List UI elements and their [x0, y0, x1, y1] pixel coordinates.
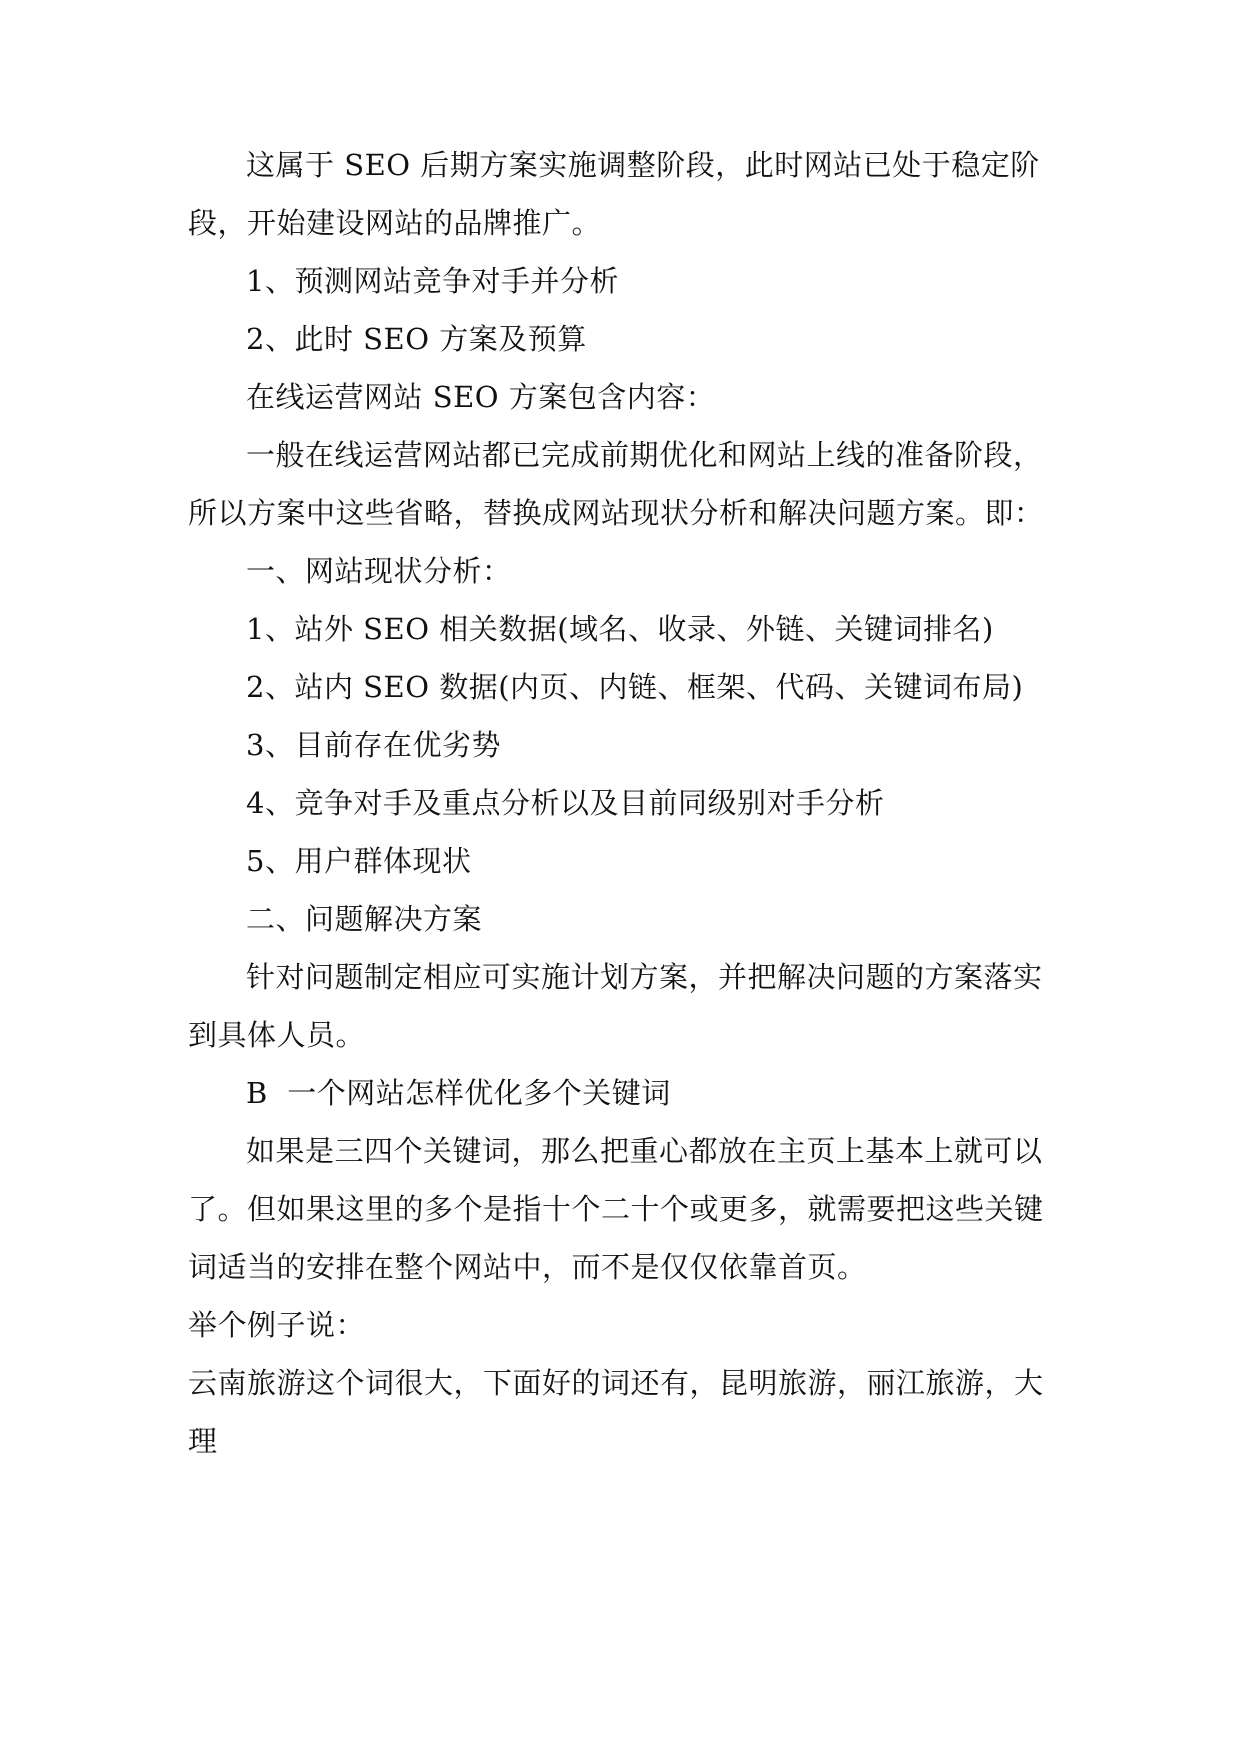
section-heading-solutions: 二、问题解决方案	[246, 902, 483, 936]
paragraph-online-site-intro: 一般在线运营网站都已完成前期优化和网站上线的准备阶段，所以方案中这些省略，替换成网站现状分析和解决问题方案。即：	[188, 438, 1044, 530]
list-item-competitor-analysis: 4、竞争对手及重点分析以及目前同级别对手分析	[246, 786, 885, 820]
list-item-strengths-weaknesses: 3、目前存在优劣势	[246, 728, 501, 762]
section-heading-multi-keyword: B 一个网站怎样优化多个关键词	[246, 1076, 671, 1110]
section-heading-site-analysis: 一、网站现状分析：	[246, 554, 512, 588]
list-item-user-group: 5、用户群体现状	[246, 844, 472, 878]
paragraph-yunnan-example: 云南旅游这个词很大，下面好的词还有，昆明旅游，丽江旅游，大理	[188, 1366, 1044, 1458]
list-item-competitor-forecast: 1、预测网站竞争对手并分析	[246, 264, 619, 298]
list-item-offsite-seo-data: 1、站外 SEO 相关数据(域名、收录、外链、关键词排名)	[246, 612, 994, 646]
list-item-seo-budget: 2、此时 SEO 方案及预算	[246, 322, 587, 356]
paragraph-online-seo-plan-heading: 在线运营网站 SEO 方案包含内容：	[246, 380, 716, 414]
paragraph-keyword-strategy: 如果是三四个关键词，那么把重心都放在主页上基本上就可以了。但如果这里的多个是指十个二十个或更多，就需要把这些关键词适当的安排在整个网站中，而不是仅仅依靠首页。	[188, 1134, 1044, 1284]
list-item-onsite-seo-data: 2、站内 SEO 数据(内页、内链、框架、代码、关键词布局)	[246, 670, 1024, 704]
paragraph-example-intro: 举个例子说：	[188, 1308, 366, 1342]
paragraph-seo-late-stage: 这属于 SEO 后期方案实施调整阶段，此时网站已处于稳定阶段，开始建设网站的品牌推广。	[188, 148, 1040, 240]
paragraph-solution-plan: 针对问题制定相应可实施计划方案，并把解决问题的方案落实到具体人员。	[188, 960, 1043, 1052]
